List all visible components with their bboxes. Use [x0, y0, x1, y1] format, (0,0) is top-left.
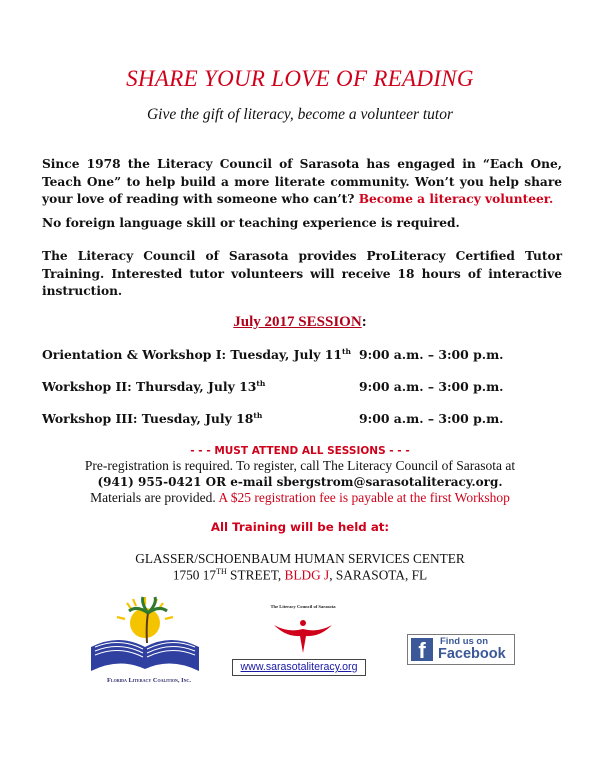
training-paragraph: The Literacy Council of Sarasota provides ProLiteracy Certified Tutor Training. Interested tutor volunteers will receive 18 hours of interactive instruction.	[42, 249, 562, 298]
session-label: July 2017 SESSION	[233, 314, 362, 330]
schedule-day-text: Orientation & Workshop I: Tuesday, July 11	[42, 347, 342, 363]
materials-text: Materials are provided.	[90, 490, 216, 505]
literacy-council-sarasota-logo	[270, 603, 336, 663]
figure-icon	[274, 620, 332, 653]
facebook-icon: f	[411, 638, 433, 661]
ordinal-suffix: TH	[216, 567, 227, 576]
flc-caption: Florida Literacy Coalition, Inc.	[107, 677, 191, 684]
requirement-paragraph: No foreign language skill or teaching experience is required.	[42, 216, 460, 230]
subheadline: Give the gift of literacy, become a volunteer tutor	[146, 106, 454, 123]
building-label: BLDG J	[284, 567, 330, 583]
schedule-day-text: Workshop II: Thursday, July 13	[42, 379, 257, 395]
intro-text: Since 1978 the Literacy Council of Sarasota has engaged in “Each One, Teach One” to help build a more literate community. Won’t you help share your love of reading with someone who can’t?	[42, 157, 562, 206]
street-number: 1750 17	[172, 567, 217, 583]
ordinal-suffix: th	[342, 347, 351, 356]
lcs-caption: The Literacy Council of Sarasota	[270, 604, 336, 609]
registration-contact: (941) 955-0421 OR e-mail sbergstrom@sarasotaliteracy.org.	[97, 475, 503, 489]
intro-paragraph	[42, 156, 562, 209]
registration-fee-line	[0, 490, 600, 506]
street-name: STREET,	[226, 567, 285, 583]
schedule-time: 9:00 a.m. – 3:00 p.m.	[359, 347, 504, 362]
open-book-icon	[91, 640, 199, 671]
ordinal-suffix: th	[253, 411, 263, 420]
ordinal-suffix: th	[256, 379, 266, 388]
headline: SHARE YOUR LOVE OF READING	[126, 66, 474, 91]
facebook-find-text: Find us on	[440, 636, 489, 647]
florida-literacy-coalition-logo	[85, 585, 205, 680]
facebook-brand-text: Facebook	[438, 646, 506, 662]
fee-text: A $25 registration fee is payable at the first Workshop	[218, 490, 510, 505]
session-colon: :	[361, 314, 367, 330]
schedule-day	[42, 379, 265, 394]
schedule-time: 9:00 a.m. – 3:00 p.m.	[359, 379, 504, 394]
sun-icon	[117, 597, 173, 638]
schedule-time: 9:00 a.m. – 3:00 p.m.	[359, 411, 504, 426]
schedule-row	[42, 411, 562, 429]
schedule-day-text: Workshop III: Tuesday, July 18	[42, 411, 254, 427]
website-link[interactable]: www.sarasotaliteracy.org	[232, 659, 366, 676]
city-state: , SARASOTA, FL	[329, 567, 428, 583]
address-street	[0, 567, 600, 583]
must-attend-notice: - - - MUST ATTEND ALL SESSIONS - - -	[190, 445, 410, 457]
registration-line: Pre-registration is required. To register, call The Literacy Council of Sarasota at	[84, 458, 516, 473]
schedule-day	[42, 347, 351, 362]
call-to-action: Become a literacy volunteer.	[358, 192, 554, 206]
location-heading: All Training will be held at:	[210, 520, 390, 534]
session-title	[0, 314, 600, 331]
schedule-row	[42, 347, 562, 365]
facebook-badge[interactable]	[407, 634, 515, 665]
schedule-day	[42, 411, 262, 426]
schedule-row	[42, 379, 562, 397]
address-building: GLASSER/SCHOENBAUM HUMAN SERVICES CENTER	[135, 551, 465, 566]
